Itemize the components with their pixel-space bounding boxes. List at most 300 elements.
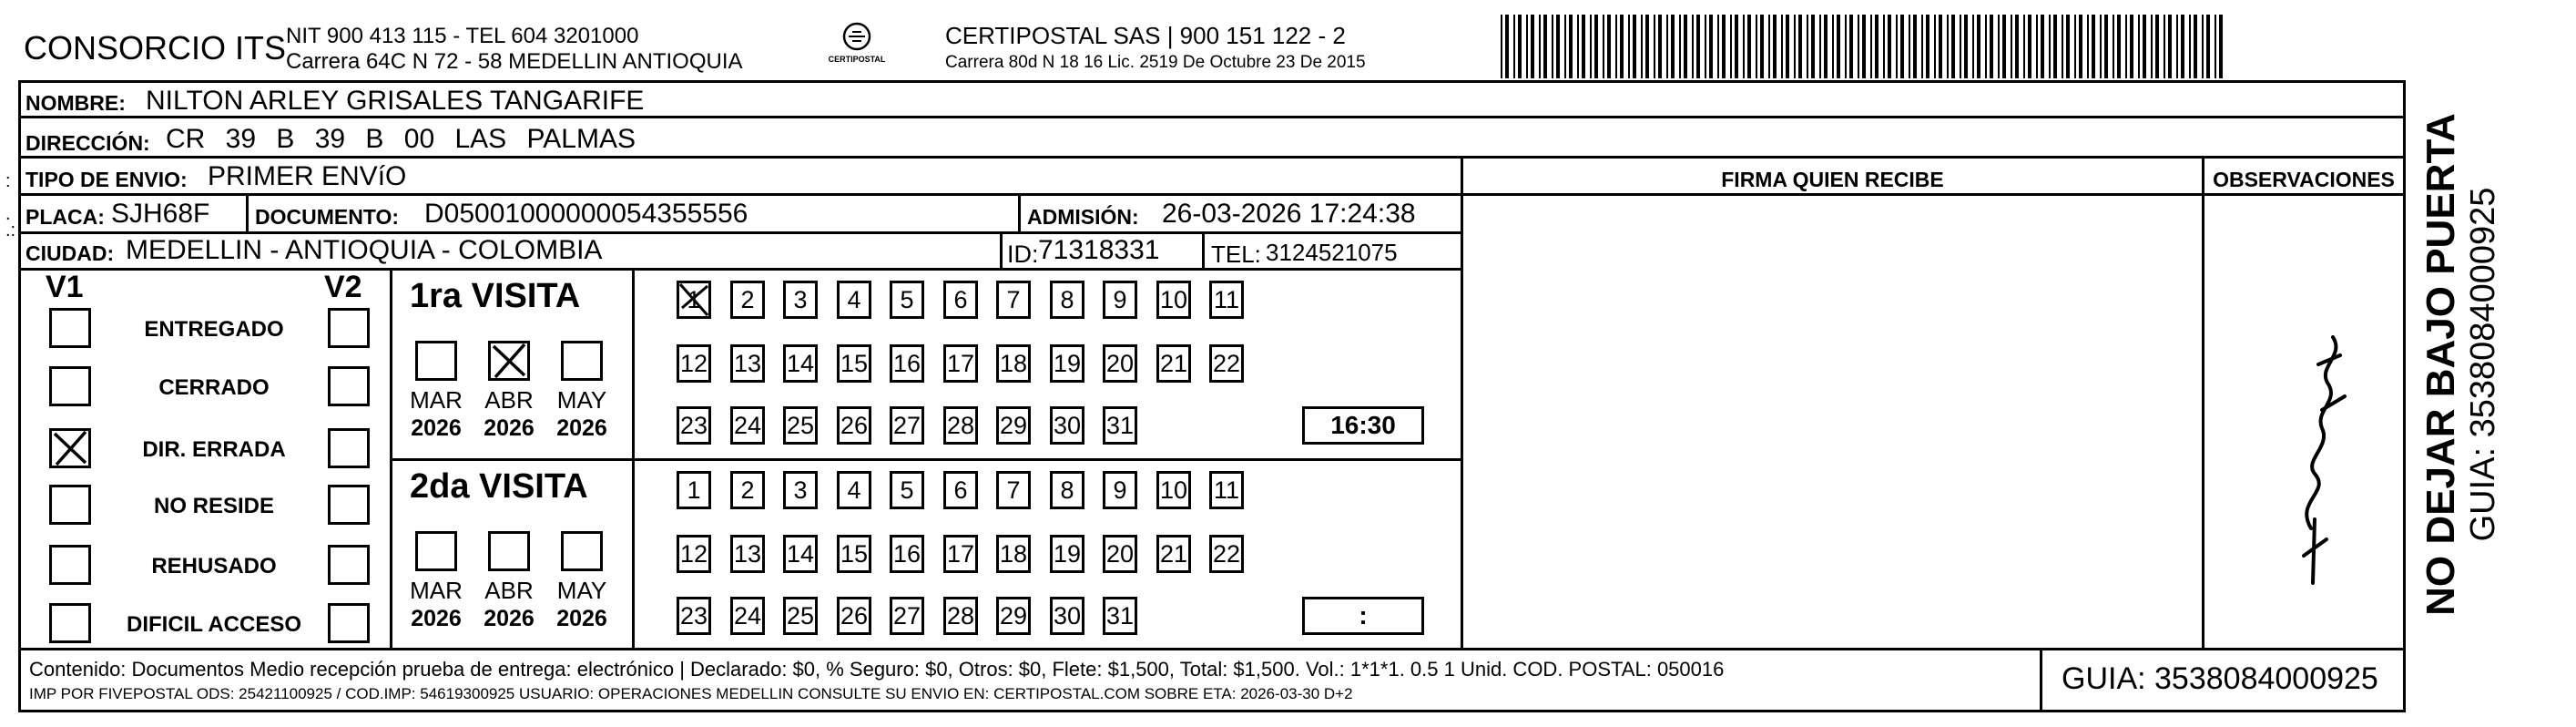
visit-month-label: MAR — [410, 386, 463, 414]
visit-day-box[interactable] — [890, 597, 924, 635]
visit-day-box[interactable] — [783, 471, 818, 509]
barcode-bar — [2062, 15, 2063, 78]
v2-label: V2 — [324, 270, 362, 304]
barcode-bar — [1934, 15, 1936, 78]
visit-day-number: 11 — [1213, 285, 1240, 313]
barcode-bar — [2164, 15, 2165, 78]
visit-day-box[interactable] — [1156, 281, 1191, 319]
barcode-bar — [1658, 15, 1662, 78]
barcode-bar — [1786, 15, 1789, 78]
visit-month-checkbox[interactable] — [488, 531, 530, 571]
visit-day-box[interactable] — [783, 344, 818, 383]
visit-day-number: 23 — [679, 601, 708, 630]
barcode-bars — [1501, 15, 2229, 78]
barcode-bar — [1615, 15, 1617, 78]
visit-day-number: 31 — [1105, 411, 1135, 439]
visit-day-box[interactable] — [730, 471, 765, 509]
visit-day-number: 25 — [786, 411, 815, 439]
visit-day-number: 27 — [892, 601, 921, 630]
status-label: REHUSADO — [151, 554, 277, 579]
visit-day-box[interactable] — [783, 406, 818, 445]
visit-day-number: 9 — [1113, 476, 1127, 504]
barcode-bar — [1552, 15, 1553, 78]
visit-day-number: 28 — [946, 411, 975, 439]
company-name: CONSORCIO ITS — [24, 29, 287, 67]
visit-day-number: 16 — [892, 349, 921, 377]
visit-day-box[interactable] — [783, 535, 818, 573]
barcode-bar — [2104, 15, 2108, 78]
visit-year-label: 2026 — [411, 606, 462, 631]
barcode-bar — [1951, 15, 1955, 78]
visit-month-checkbox[interactable] — [415, 341, 457, 381]
visit-day-number: 16 — [892, 539, 921, 568]
visit-day-box[interactable] — [943, 597, 978, 635]
footer-contenido: Contenido: Documentos Medio recepción prueba de entrega: electrónico | Declarado: $0, % Seguro: $0, Otros: $0, Flete: $1,500, Total: $1,500. Vol.: 1*1*1. 0.5 1 Unid. COD. POSTAL: 050016 — [29, 658, 1725, 681]
visit-day-box[interactable] — [783, 281, 818, 319]
visit-day-box[interactable] — [1209, 471, 1244, 509]
visit-day-number: 15 — [840, 539, 869, 568]
visit-day-box[interactable] — [730, 535, 765, 573]
barcode-bar — [1760, 15, 1764, 78]
visit-month-label: ABR — [484, 386, 534, 414]
visit-day-number: 31 — [1105, 601, 1135, 630]
visit-day-box[interactable] — [837, 471, 871, 509]
visit-time-box[interactable]: : — [1302, 597, 1424, 635]
barcode-bar — [1964, 15, 1968, 78]
barcode-bar — [1743, 15, 1745, 78]
barcode-bar — [1645, 15, 1649, 78]
visit-day-box[interactable] — [1050, 535, 1084, 573]
visit-day-number: 13 — [733, 349, 762, 377]
certipostal-logo: CERTIPOSTAL — [825, 20, 889, 69]
barcode-bar — [1526, 15, 1528, 78]
barcode-bar — [1692, 15, 1694, 78]
visit-day-number: 19 — [1053, 349, 1082, 377]
visit-day-box[interactable] — [1209, 281, 1244, 319]
visit-day-number: 21 — [1159, 539, 1188, 568]
visit-month-label: MAY — [556, 577, 607, 604]
visit-day-box[interactable] — [996, 281, 1031, 319]
visit-day-number: 26 — [840, 411, 869, 439]
barcode-bar — [1556, 15, 1560, 78]
footer-imp: IMP POR FIVEPOSTAL ODS: 25421100925 / COD.IMP: 54619300925 USUARIO: OPERACIONES MEDELLIN CONSULTE SU ENVIO EN: CERTIPOSTAL.COM SOBRE ETA: 2026-03-30 D+2 — [29, 685, 1353, 702]
barcode-bar — [2125, 15, 2127, 78]
barcode-bar — [2138, 15, 2140, 78]
visit-day-box[interactable] — [943, 344, 978, 383]
observaciones-divider — [2202, 156, 2204, 648]
visit-month-label: MAR — [410, 577, 463, 604]
status-label: CERRADO — [158, 375, 270, 400]
visit-day-number: 15 — [840, 349, 869, 377]
visit-day-number: 1 — [687, 285, 701, 313]
visit-month-checkbox[interactable] — [415, 531, 457, 571]
barcode-bar — [2028, 15, 2031, 78]
visit-day-number: 18 — [999, 349, 1028, 377]
tel-value: 3124521075 — [1266, 239, 1398, 266]
tipo-label: TIPO DE ENVIO: — [25, 168, 188, 191]
barcode-bar — [1735, 15, 1738, 78]
visit-day-box[interactable] — [996, 597, 1031, 635]
visit-day-number: 29 — [999, 411, 1028, 439]
barcode-bar — [1577, 15, 1579, 78]
tipo-value: PRIMER ENVíO — [208, 161, 407, 191]
status-v1-checkbox[interactable] — [49, 603, 91, 643]
barcode-bar — [1875, 15, 1879, 78]
side-text — [2418, 109, 2519, 619]
visit-day-number: 14 — [786, 349, 815, 377]
visit-day-number: 7 — [1006, 285, 1021, 313]
barcode-bar — [2202, 15, 2204, 78]
visit-month-checkbox[interactable] — [561, 531, 603, 571]
visit-day-number: 8 — [1060, 476, 1074, 504]
visit-day-number: 27 — [892, 411, 921, 439]
visit-day-number: 13 — [733, 539, 762, 568]
signature — [2258, 301, 2367, 592]
status-v1-checkbox[interactable] — [49, 308, 91, 348]
status-v2-checkbox[interactable] — [328, 366, 370, 406]
barcode-bar — [1582, 15, 1585, 78]
barcode-bar — [2087, 15, 2089, 78]
documento-value: D05001000000054355556 — [424, 199, 748, 229]
visit-day-box[interactable] — [837, 597, 871, 635]
status-label: DIR. ERRADA — [142, 437, 286, 462]
visit-day-number: 28 — [946, 601, 975, 630]
barcode-bar — [1858, 15, 1859, 78]
barcode-bar — [1747, 15, 1751, 78]
visit-year-label: 2026 — [556, 415, 607, 441]
visit-day-box[interactable] — [996, 344, 1031, 383]
visit-day-number: 26 — [840, 601, 869, 630]
barcode-bar — [1730, 15, 1732, 78]
visit-day-number: 17 — [946, 539, 975, 568]
status-v1-checkbox[interactable] — [49, 428, 91, 468]
status-v1-checkbox[interactable] — [49, 485, 91, 525]
barcode-bar — [1837, 15, 1840, 78]
nombre-value: NILTON ARLEY GRISALES TANGARIFE — [146, 86, 645, 116]
visit-day-box[interactable] — [996, 471, 1031, 509]
barcode-bar — [1620, 15, 1624, 78]
visit-day-number: 2 — [740, 285, 755, 313]
barcode-bar — [1977, 15, 1980, 78]
visit-day-box[interactable] — [943, 535, 978, 573]
visit-day-box[interactable] — [1103, 471, 1137, 509]
visit-day-number: 12 — [679, 539, 708, 568]
barcode-bar — [1990, 15, 1993, 78]
visit-day-box[interactable] — [890, 281, 924, 319]
barcode-bar — [1641, 15, 1643, 78]
barcode-bar — [1947, 15, 1949, 78]
barcode-bar — [1888, 15, 1891, 78]
barcode-bar — [1870, 15, 1872, 78]
visit-day-box[interactable] — [1156, 471, 1191, 509]
barcode-bar — [1807, 15, 1808, 78]
barcode-bar — [1883, 15, 1885, 78]
visit-day-box[interactable] — [730, 344, 765, 383]
status-v2-checkbox[interactable] — [328, 485, 370, 525]
visit-day-number: 22 — [1212, 539, 1241, 568]
status-v2-checkbox[interactable] — [328, 545, 370, 585]
status-v2-checkbox[interactable] — [328, 428, 370, 468]
barcode-bar — [1603, 15, 1604, 78]
visit-day-box[interactable] — [1156, 535, 1191, 573]
barcode-bar — [2100, 15, 2102, 78]
barcode-bar — [1654, 15, 1655, 78]
barcode-bar — [1926, 15, 1929, 78]
visit-day-box[interactable] — [1050, 281, 1084, 319]
barcode-bar — [2168, 15, 2172, 78]
side-guia: GUIA: 3538084000925 — [2464, 187, 2502, 542]
barcode-bar — [2219, 15, 2223, 78]
barcode-bar — [1960, 15, 1961, 78]
barcode-bar — [2066, 15, 2070, 78]
visit-month-label: MAY — [556, 386, 607, 414]
visit-day-box[interactable] — [677, 281, 711, 319]
barcode-bar — [2117, 15, 2121, 78]
barcode-bar — [2155, 15, 2159, 78]
barcode-bar — [1849, 15, 1853, 78]
barcode-bar — [1501, 15, 1502, 78]
barcode-bar — [1909, 15, 1910, 78]
barcode-bar — [2002, 15, 2006, 78]
visit-day-number: 11 — [1213, 476, 1240, 504]
visit-month-label: ABR — [484, 577, 534, 604]
firma-divider — [1461, 156, 1463, 648]
visit-day-number: 6 — [953, 285, 968, 313]
barcode-bar — [1531, 15, 1534, 78]
barcode-bar — [1921, 15, 1923, 78]
visit-year-label: 2026 — [411, 415, 462, 441]
visit-month-checkbox[interactable] — [488, 341, 530, 381]
visit-day-box[interactable] — [677, 471, 711, 509]
barcode-bar — [1768, 15, 1770, 78]
barcode-bar — [2053, 15, 2057, 78]
direccion-value: CR 39 B 39 B 00 LAS PALMAS — [166, 124, 636, 154]
ciudad-value: MEDELLIN - ANTIOQUIA - COLOMBIA — [126, 235, 603, 265]
barcode-bar — [1722, 15, 1726, 78]
visit-year-label: 2026 — [556, 606, 607, 631]
barcode-bar — [1684, 15, 1687, 78]
visit-day-number: 5 — [900, 476, 914, 504]
barcode-bar — [1518, 15, 1522, 78]
handwritten-signature — [2258, 301, 2367, 592]
barcode-bar — [1798, 15, 1802, 78]
barcode-bar — [1913, 15, 1917, 78]
barcode-bar — [1773, 15, 1777, 78]
visit-time-box[interactable]: 16:30 — [1302, 406, 1424, 445]
visit-title: 2da VISITA — [410, 467, 588, 506]
visit-day-number: 3 — [793, 285, 808, 313]
footer-guia: GUIA: 3538084000925 — [2062, 661, 2378, 696]
visit-day-box[interactable] — [783, 597, 818, 635]
barcode-bar — [1998, 15, 2000, 78]
side-no-dejar: NO DEJAR BAJO PUERTA — [2418, 113, 2463, 616]
status-v1-checkbox[interactable] — [49, 545, 91, 585]
visit-day-box[interactable] — [996, 406, 1031, 445]
barcode-bar — [1543, 15, 1547, 78]
barcode-bar — [1696, 15, 1700, 78]
barcode-bar — [1594, 15, 1598, 78]
admision-value: 26-03-2026 17:24:38 — [1162, 199, 1416, 229]
certipostal-name: CERTIPOSTAL SAS | 900 151 122 - 2 — [945, 22, 1346, 49]
visit-day-box[interactable] — [890, 535, 924, 573]
visit-month-checkbox[interactable] — [561, 341, 603, 381]
visit-day-box[interactable] — [1209, 344, 1244, 383]
visit-day-number: 24 — [733, 411, 762, 439]
visit-day-number: 20 — [1105, 539, 1135, 568]
placa-label: PLACA: — [25, 205, 105, 229]
barcode-bar — [1985, 15, 1987, 78]
barcode-bar — [1513, 15, 1515, 78]
barcode-bar — [2049, 15, 2051, 78]
barcode-bar — [1972, 15, 1974, 78]
visit-day-box[interactable] — [677, 597, 711, 635]
status-label: DIFICIL ACCESO — [126, 612, 301, 637]
visit-day-box[interactable] — [1050, 471, 1084, 509]
visit-day-box[interactable] — [677, 406, 711, 445]
visit-day-box[interactable] — [1050, 344, 1084, 383]
visit-day-number: 25 — [786, 601, 815, 630]
barcode-bar — [1564, 15, 1566, 78]
visit-day-box[interactable] — [730, 281, 765, 319]
barcode-bar — [1811, 15, 1815, 78]
nombre-label: NOMBRE: — [25, 91, 126, 115]
visit-day-number: 10 — [1159, 476, 1188, 504]
visit-day-box[interactable] — [890, 344, 924, 383]
visit-day-number: 19 — [1053, 539, 1082, 568]
visit-day-box[interactable] — [996, 535, 1031, 573]
visit-day-number: 10 — [1159, 285, 1188, 313]
barcode-bar — [2041, 15, 2044, 78]
barcode-bar — [2092, 15, 2095, 78]
visit-day-box[interactable] — [677, 344, 711, 383]
visit-day-number: 30 — [1053, 601, 1082, 630]
id-label: ID: — [1007, 241, 1039, 268]
visit-day-number: 4 — [847, 285, 861, 313]
barcode-bar — [1781, 15, 1783, 78]
visit-day-box[interactable] — [837, 344, 871, 383]
barcode-bar — [2023, 15, 2025, 78]
visit-day-number: 5 — [900, 285, 914, 313]
visit-day-number: 17 — [946, 349, 975, 377]
barcode-bar — [1607, 15, 1611, 78]
barcode-bar — [1590, 15, 1592, 78]
barcode-bar — [2215, 15, 2216, 78]
visit-day-number: 1 — [687, 476, 701, 504]
visit-day-box[interactable] — [1209, 535, 1244, 573]
visit-day-box[interactable] — [943, 471, 978, 509]
barcode-bar — [2189, 15, 2191, 78]
visit-day-number: 12 — [679, 349, 708, 377]
barcode-bar — [2015, 15, 2019, 78]
company-nit: NIT 900 413 115 - TEL 604 3201000 — [286, 24, 639, 48]
barcode-bar — [2036, 15, 2038, 78]
barcode-bar — [1633, 15, 1636, 78]
barcode-bar — [1896, 15, 1898, 78]
status-label: ENTREGADO — [144, 317, 284, 342]
visit-day-number: 14 — [786, 539, 815, 568]
admision-label: ADMISIÓN: — [1027, 205, 1139, 229]
visit-day-box[interactable] — [837, 281, 871, 319]
barcode-bar — [1756, 15, 1757, 78]
visit-year-label: 2026 — [484, 415, 535, 441]
visit-day-box[interactable] — [943, 281, 978, 319]
visit-day-box[interactable] — [730, 406, 765, 445]
visit-year-label: 2026 — [484, 606, 535, 631]
visit-day-box[interactable] — [1156, 344, 1191, 383]
visit-day-number: 29 — [999, 601, 1028, 630]
barcode-bar — [1628, 15, 1630, 78]
visit-day-number: 2 — [740, 476, 755, 504]
barcode-bar — [1819, 15, 1821, 78]
v1-label: V1 — [46, 270, 84, 304]
visit-day-box[interactable] — [730, 597, 765, 635]
barcode-bar — [2206, 15, 2210, 78]
barcode-bar — [1671, 15, 1675, 78]
visit-day-number: 7 — [1006, 476, 1021, 504]
barcode-bar — [2151, 15, 2153, 78]
barcode-bar — [2074, 15, 2076, 78]
visit-day-box[interactable] — [677, 535, 711, 573]
visit-day-box[interactable] — [1103, 344, 1137, 383]
barcode-bar — [2181, 15, 2184, 78]
visit-day-box[interactable] — [1103, 406, 1137, 445]
tel-label: TEL: — [1211, 241, 1261, 268]
visit-day-box[interactable] — [943, 406, 978, 445]
margin-marks: : . .: — [5, 171, 16, 241]
visit-day-number: 22 — [1212, 349, 1241, 377]
visit-day-box[interactable] — [1103, 281, 1137, 319]
barcode-bar — [1900, 15, 1904, 78]
visit-day-box[interactable] — [837, 406, 871, 445]
barcode-bar — [1862, 15, 1866, 78]
documento-label: DOCUMENTO: — [255, 205, 400, 229]
status-v2-checkbox[interactable] — [328, 308, 370, 348]
barcode — [1501, 15, 2229, 78]
barcode-bar — [2130, 15, 2133, 78]
visit-day-number: 20 — [1105, 349, 1135, 377]
visit-day-box[interactable] — [1103, 535, 1137, 573]
visit-day-number: 24 — [733, 601, 762, 630]
barcode-bar — [1939, 15, 1942, 78]
barcode-bar — [1666, 15, 1668, 78]
visit-day-box[interactable] — [1103, 597, 1137, 635]
visit-day-box[interactable] — [1050, 406, 1084, 445]
status-label: NO RESIDE — [153, 494, 275, 518]
visit-day-box[interactable] — [890, 471, 924, 509]
barcode-bar — [1845, 15, 1847, 78]
barcode-bar — [1679, 15, 1681, 78]
barcode-bar — [1705, 15, 1706, 78]
barcode-bar — [2011, 15, 2012, 78]
visit-day-number: 8 — [1060, 285, 1074, 313]
status-v2-checkbox[interactable] — [328, 603, 370, 643]
barcode-bar — [1569, 15, 1573, 78]
barcode-bar — [1717, 15, 1719, 78]
visit-day-box[interactable] — [837, 535, 871, 573]
direccion-label: DIRECCIÓN: — [25, 131, 150, 155]
status-v1-checkbox[interactable] — [49, 366, 91, 406]
visit-day-number: 6 — [953, 476, 968, 504]
barcode-bar — [1539, 15, 1541, 78]
firma-label: FIRMA QUIEN RECIBE — [1721, 168, 1944, 191]
barcode-bar — [2194, 15, 2197, 78]
visit-day-box[interactable] — [1050, 597, 1084, 635]
visit-day-box[interactable] — [890, 406, 924, 445]
observaciones-label: OBSERVACIONES — [2213, 168, 2395, 191]
visit-day-number: 3 — [793, 476, 808, 504]
visit-day-number: 30 — [1053, 411, 1082, 439]
ciudad-label: CIUDAD: — [25, 241, 115, 265]
